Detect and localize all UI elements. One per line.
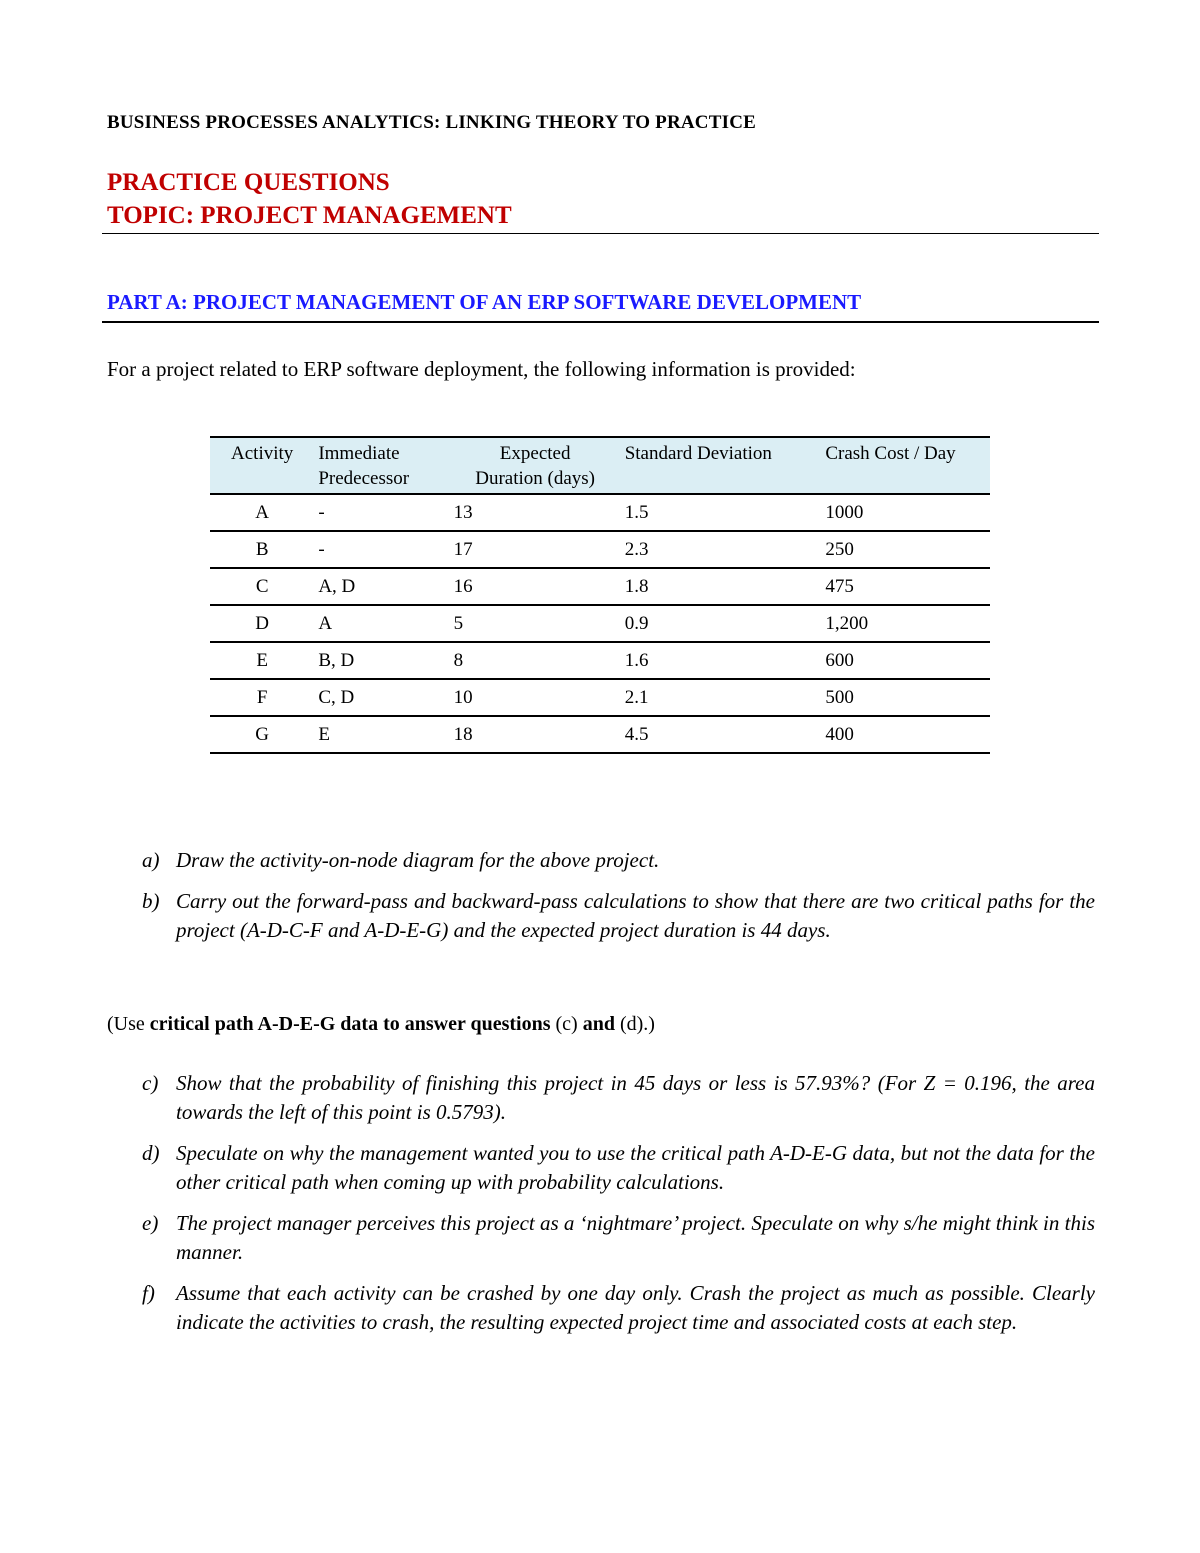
cell-predecessor: A, D — [314, 568, 449, 605]
cell-std-dev: 1.5 — [621, 494, 822, 531]
cell-std-dev: 2.1 — [621, 679, 822, 716]
cell-crash-cost: 500 — [821, 679, 990, 716]
question-label: a) — [142, 848, 160, 872]
header-std-dev: Standard Deviation — [621, 437, 822, 494]
question-text: Show that the probability of finishing this project in 45 days or less is 57.93%? (For Z = 0.196, the area towards the left of this point is 0.5793). — [176, 1071, 1095, 1124]
cell-duration: 18 — [450, 716, 621, 753]
question-text: Draw the activity-on-node diagram for the above project. — [176, 848, 660, 872]
cell-predecessor: - — [314, 494, 449, 531]
question-item — [0, 1279, 1200, 1337]
header-predecessor-line2: Predecessor — [318, 468, 410, 489]
cell-crash-cost: 400 — [821, 716, 990, 753]
note-bold2: and — [582, 1013, 615, 1035]
activity-table — [210, 436, 990, 754]
cell-predecessor: B, D — [314, 642, 449, 679]
question-label: e) — [142, 1211, 159, 1235]
cell-crash-cost: 1,200 — [821, 605, 990, 642]
questions-group-2 — [0, 1069, 1200, 1349]
note-suffix2: (d).) — [614, 1013, 655, 1035]
question-item — [0, 887, 1200, 945]
table-row — [210, 494, 990, 531]
header-duration — [450, 437, 621, 494]
header-crash-cost: Crash Cost / Day — [821, 437, 990, 494]
question-text: The project manager perceives this project as a ‘nightmare’ project. Speculate on why s/he might think in this manner. — [176, 1211, 1095, 1264]
part-a-divider — [102, 321, 1099, 323]
table-row — [210, 679, 990, 716]
practice-title: PRACTICE QUESTIONS — [107, 169, 390, 196]
question-item — [0, 1069, 1200, 1127]
cell-duration: 8 — [450, 642, 621, 679]
topic-title: TOPIC: PROJECT MANAGEMENT — [107, 202, 512, 229]
header-activity: Activity — [210, 437, 314, 494]
cell-activity: E — [210, 642, 314, 679]
cell-duration: 13 — [450, 494, 621, 531]
question-label: c) — [142, 1071, 159, 1095]
note-bold: critical path A-D-E-G data to answer questions — [149, 1013, 551, 1035]
table-row — [210, 716, 990, 753]
cell-predecessor: E — [314, 716, 449, 753]
question-label: d) — [142, 1141, 160, 1165]
note-suffix: (c) — [550, 1013, 583, 1035]
cell-activity: F — [210, 679, 314, 716]
part-a-heading: PART A: PROJECT MANAGEMENT OF AN ERP SOFTWARE DEVELOPMENT — [107, 290, 862, 314]
table-row — [210, 605, 990, 642]
cell-predecessor: C, D — [314, 679, 449, 716]
cell-activity: B — [210, 531, 314, 568]
question-item — [0, 1139, 1200, 1197]
table-row — [210, 568, 990, 605]
question-text: Assume that each activity can be crashed by one day only. Crash the project as much as possible. Clearly indicate the activities to crash, the resulting expected project time and associated costs at each step. — [176, 1281, 1095, 1334]
cell-crash-cost: 475 — [821, 568, 990, 605]
question-text: Speculate on why the management wanted you to use the critical path A-D-E-G data, but not the data for the other critical path when coming up with probability calculations. — [176, 1141, 1095, 1194]
header-duration-line1: Expected — [499, 443, 571, 464]
question-item — [0, 1209, 1200, 1267]
question-label: f) — [142, 1281, 155, 1305]
table-body — [210, 494, 990, 753]
cell-activity: C — [210, 568, 314, 605]
question-label: b) — [142, 889, 160, 913]
cell-std-dev: 0.9 — [621, 605, 822, 642]
course-title: BUSINESS PROCESSES ANALYTICS: LINKING THEORY TO PRACTICE — [107, 112, 756, 133]
table-row — [210, 642, 990, 679]
cell-predecessor: A — [314, 605, 449, 642]
cell-std-dev: 4.5 — [621, 716, 822, 753]
cell-crash-cost: 600 — [821, 642, 990, 679]
question-text: Carry out the forward-pass and backward-pass calculations to show that there are two critical paths for the project (A-D-C-F and A-D-E-G) and the expected project duration is 44 days. — [176, 889, 1095, 942]
header-predecessor-line1: Immediate — [318, 443, 400, 464]
header-duration-line2: Duration (days) — [475, 468, 596, 489]
practice-heading — [107, 166, 512, 232]
cell-duration: 10 — [450, 679, 621, 716]
cell-duration: 17 — [450, 531, 621, 568]
cell-activity: G — [210, 716, 314, 753]
cell-std-dev: 1.8 — [621, 568, 822, 605]
cell-std-dev: 2.3 — [621, 531, 822, 568]
questions-group-1 — [0, 846, 1200, 957]
question-item — [0, 846, 1200, 875]
cell-crash-cost: 250 — [821, 531, 990, 568]
table-header-row — [210, 437, 990, 494]
table-row — [210, 531, 990, 568]
cell-duration: 16 — [450, 568, 621, 605]
cell-std-dev: 1.6 — [621, 642, 822, 679]
cell-crash-cost: 1000 — [821, 494, 990, 531]
instruction-note — [107, 1013, 655, 1036]
cell-activity: D — [210, 605, 314, 642]
cell-activity: A — [210, 494, 314, 531]
header-divider — [102, 233, 1099, 234]
header-predecessor — [314, 437, 449, 494]
cell-duration: 5 — [450, 605, 621, 642]
cell-predecessor: - — [314, 531, 449, 568]
intro-text: For a project related to ERP software deployment, the following information is provided: — [107, 357, 856, 381]
note-prefix: (Use — [107, 1013, 150, 1035]
